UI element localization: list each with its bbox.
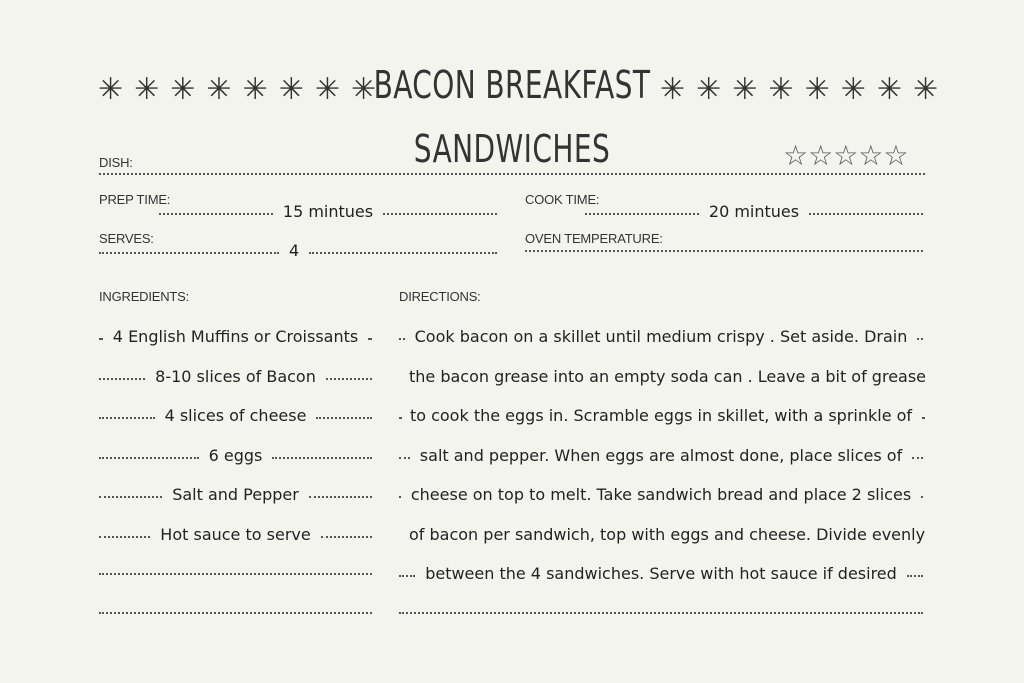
ingredient-text: 4 English Muffins or Croissants: [112, 327, 359, 346]
dotted-leader: [99, 536, 150, 538]
sparkle-icon: ✳: [98, 72, 124, 107]
ingredient-text: 4 slices of cheese: [164, 406, 307, 425]
rating-stars[interactable]: ☆☆☆☆☆: [783, 139, 909, 172]
recipe-title-line-2: SANDWICHES: [413, 127, 611, 171]
ingredients-label: INGREDIENTS:: [99, 289, 190, 304]
oven-temperature-field[interactable]: [525, 250, 923, 252]
direction-line[interactable]: [399, 564, 923, 583]
dotted-leader: [809, 213, 923, 215]
ingredient-row[interactable]: [99, 525, 372, 544]
dish-label: DISH:: [99, 155, 133, 170]
direction-text: to cook the eggs in. Scramble eggs in skillet, with a sprinkle of: [409, 406, 913, 425]
dotted-leader: [399, 575, 415, 577]
direction-line[interactable]: [399, 406, 923, 425]
prep-time-label: PREP TIME:: [99, 192, 171, 207]
sparkle-icon: ✳: [350, 72, 377, 107]
dotted-leader: [917, 338, 923, 340]
sparkle-icon: ✳: [840, 72, 866, 107]
dotted-leader: [99, 378, 145, 380]
prep-time-field[interactable]: [99, 202, 497, 221]
direction-line[interactable]: [399, 327, 923, 346]
dotted-leader: [383, 213, 497, 215]
serves-value: 4: [289, 241, 300, 260]
direction-text: salt and pepper. When eggs are almost done, place slices of: [419, 446, 903, 465]
sparkle-icon: ✳: [170, 72, 196, 107]
prep-time-value: 15 mintues: [282, 202, 374, 221]
direction-line[interactable]: [399, 525, 926, 544]
ingredient-text: 8-10 slices of Bacon: [155, 367, 316, 386]
ingredient-row[interactable]: [99, 446, 372, 465]
directions-label: DIRECTIONS:: [399, 289, 481, 304]
dotted-leader: [907, 575, 923, 577]
dotted-leader: [585, 213, 699, 215]
dotted-leader: [922, 417, 923, 419]
direction-line[interactable]: [399, 485, 923, 504]
oven-temperature-label: OVEN TEMPERATURE:: [525, 231, 663, 246]
direction-text: Cook bacon on a skillet until medium crispy . Set aside. Drain: [414, 327, 908, 346]
dotted-leader: [316, 417, 372, 419]
sparkle-icon: ✳: [912, 72, 939, 107]
ingredient-row[interactable]: [99, 367, 372, 386]
sparkle-icon: ✳: [314, 72, 340, 107]
direction-line[interactable]: [399, 367, 927, 386]
sparkle-icon: ✳: [134, 72, 160, 107]
direction-empty-line[interactable]: [399, 612, 923, 614]
dotted-leader: [99, 252, 279, 254]
cook-time-value: 20 mintues: [708, 202, 800, 221]
sparkle-icon: ✳: [768, 72, 794, 107]
dish-underline: [99, 173, 925, 175]
sparkle-icon: ✳: [242, 72, 268, 107]
dotted-leader: [921, 496, 923, 498]
sparkle-icon: ✳: [804, 72, 830, 107]
direction-line[interactable]: [399, 446, 923, 465]
dotted-leader: [99, 417, 155, 419]
direction-text: of bacon per sandwich, top with eggs and cheese. Divide evenly: [409, 525, 926, 544]
sparkle-icon: ✳: [732, 72, 758, 107]
dotted-leader: [326, 378, 372, 380]
serves-field[interactable]: [99, 241, 497, 260]
ingredient-text: Salt and Pepper: [172, 485, 299, 504]
direction-text: cheese on top to melt. Take sandwich bread and place 2 slices: [410, 485, 912, 504]
dotted-leader: [309, 252, 497, 254]
dotted-leader: [272, 457, 372, 459]
serves-label: SERVES:: [99, 231, 154, 246]
dotted-leader: [399, 457, 410, 459]
sparkle-icon: ✳: [876, 72, 902, 107]
dotted-leader: [321, 536, 372, 538]
sparkle-icon: ✳: [696, 72, 722, 107]
dotted-leader: [368, 338, 372, 340]
ingredient-row[interactable]: [99, 485, 372, 504]
direction-text: between the 4 sandwiches. Serve with hot sauce if desired: [425, 564, 897, 583]
ingredient-empty-line[interactable]: [99, 573, 372, 575]
sparkle-icon: ✳: [206, 72, 232, 107]
ingredient-text: Hot sauce to serve: [160, 525, 311, 544]
recipe-title-line-1: BACON BREAKFAST: [373, 63, 651, 107]
cook-time-label: COOK TIME:: [525, 192, 600, 207]
sparkle-icon: ✳: [278, 72, 304, 107]
cook-time-field[interactable]: [525, 202, 923, 221]
ingredient-row[interactable]: [99, 406, 372, 425]
direction-text: the bacon grease into an empty soda can . Leave a bit of grease: [409, 367, 927, 386]
ingredient-text: 6 eggs: [208, 446, 263, 465]
dotted-leader: [99, 457, 199, 459]
dotted-leader: [159, 213, 273, 215]
ingredient-empty-line[interactable]: [99, 612, 372, 614]
sparkle-icon: ✳: [660, 72, 686, 107]
dotted-leader: [309, 496, 372, 498]
dotted-leader: [912, 457, 923, 459]
dotted-leader: [99, 496, 162, 498]
ingredient-row[interactable]: [99, 327, 372, 346]
